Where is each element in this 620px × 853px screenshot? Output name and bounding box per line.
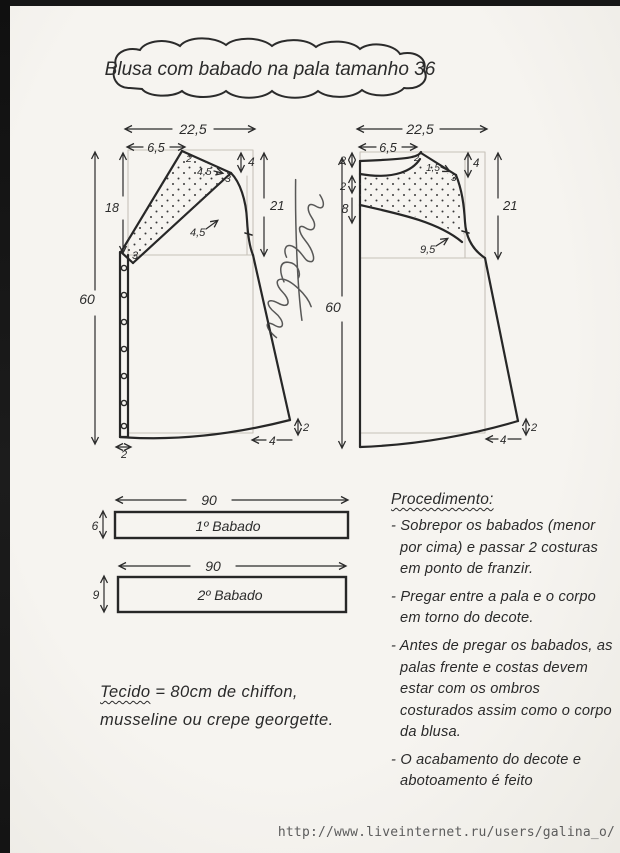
back-shoulder-drop: 4 xyxy=(473,158,480,170)
front-yoke-top-width: 2 xyxy=(186,153,192,165)
back-band-top-offset: 2 xyxy=(339,181,347,193)
fabric-label: Tecido xyxy=(100,683,151,701)
back-length: 60 xyxy=(325,299,341,315)
title-cloud xyxy=(105,38,436,97)
back-shoulder-band: 1,5 xyxy=(426,163,440,174)
front-hem-rise: 2 xyxy=(303,422,310,434)
fabric-line1-rest: = 80cm de chiffon, xyxy=(150,683,298,701)
page-title: Blusa com babado na pala tamanho 36 xyxy=(104,59,436,80)
source-url: http://www.liveinternet.ru/users/galina_o/ xyxy=(277,825,615,840)
back-shoulder-width: 3 xyxy=(451,173,457,184)
back-armhole-curve: 9,5 xyxy=(420,244,436,256)
front-shoulder-width: 3 xyxy=(225,173,231,185)
fabric-note-line2: musseline ou crepe georgette. xyxy=(100,711,334,730)
front-yoke-band xyxy=(121,151,231,263)
procedure-item: - Pregar entre a pala e o corpo em torno do decote. xyxy=(391,588,596,627)
front-hem-flare: 4 xyxy=(269,434,276,448)
front-neck-width: 6,5 xyxy=(147,141,165,155)
first-ruffle-label: 1º Babado xyxy=(195,518,261,534)
procedure-heading: Procedimento: xyxy=(391,491,494,508)
back-band-depth: 8 xyxy=(341,202,349,216)
scan-border-left xyxy=(0,0,10,853)
back-width-top: 22,5 xyxy=(406,121,434,137)
ruffle-strips xyxy=(92,492,348,612)
front-placket-width: 2 xyxy=(121,449,128,461)
second-ruffle-width: 90 xyxy=(205,558,221,574)
front-yoke-bottom-width: 3 xyxy=(132,250,139,262)
front-width-top: 22,5 xyxy=(179,121,207,137)
back-dimension-labels xyxy=(325,121,537,447)
procedure-item: - Antes de pregar os babados, as palas frente e costas devem estar com os ombros costurados assim como o corpo da blusa. xyxy=(391,637,613,741)
back-armhole-depth: 21 xyxy=(503,198,518,213)
fabric-note xyxy=(100,678,400,734)
front-yoke-band-width: 4,5 xyxy=(197,166,212,178)
signature-watermark xyxy=(243,180,351,345)
scan-border-top xyxy=(0,0,620,6)
back-hem-flare: 4 xyxy=(500,435,507,447)
front-piece xyxy=(79,121,309,461)
procedure-item: - Sobrepor os babados (menor por cima) e passar 2 costuras em ponto de franzir. xyxy=(391,517,599,578)
front-length: 60 xyxy=(79,291,95,307)
second-ruffle-label: 2º Babado xyxy=(197,587,263,603)
procedure-section xyxy=(391,489,615,799)
first-ruffle-height: 6 xyxy=(91,519,99,533)
front-armhole-depth: 21 xyxy=(270,198,285,213)
second-ruffle-height: 9 xyxy=(92,588,100,602)
back-neck-drop: 2 xyxy=(339,155,347,167)
front-armhole-curve: 4,5 xyxy=(190,227,206,239)
back-hem-rise: 2 xyxy=(531,422,538,434)
front-button-placket xyxy=(121,265,126,428)
first-ruffle-width: 90 xyxy=(201,492,217,508)
back-piece xyxy=(325,121,537,447)
fabric-note-line1 xyxy=(100,678,400,706)
back-yoke-band xyxy=(360,161,464,238)
back-neck-point: 2 xyxy=(414,153,420,164)
front-yoke-side-height: 18 xyxy=(105,201,119,215)
front-shoulder-drop: 4 xyxy=(248,155,255,169)
procedure-item: - O acabamento do decote e abotoamento é feito xyxy=(391,751,582,790)
back-neck-width: 6,5 xyxy=(379,141,397,155)
